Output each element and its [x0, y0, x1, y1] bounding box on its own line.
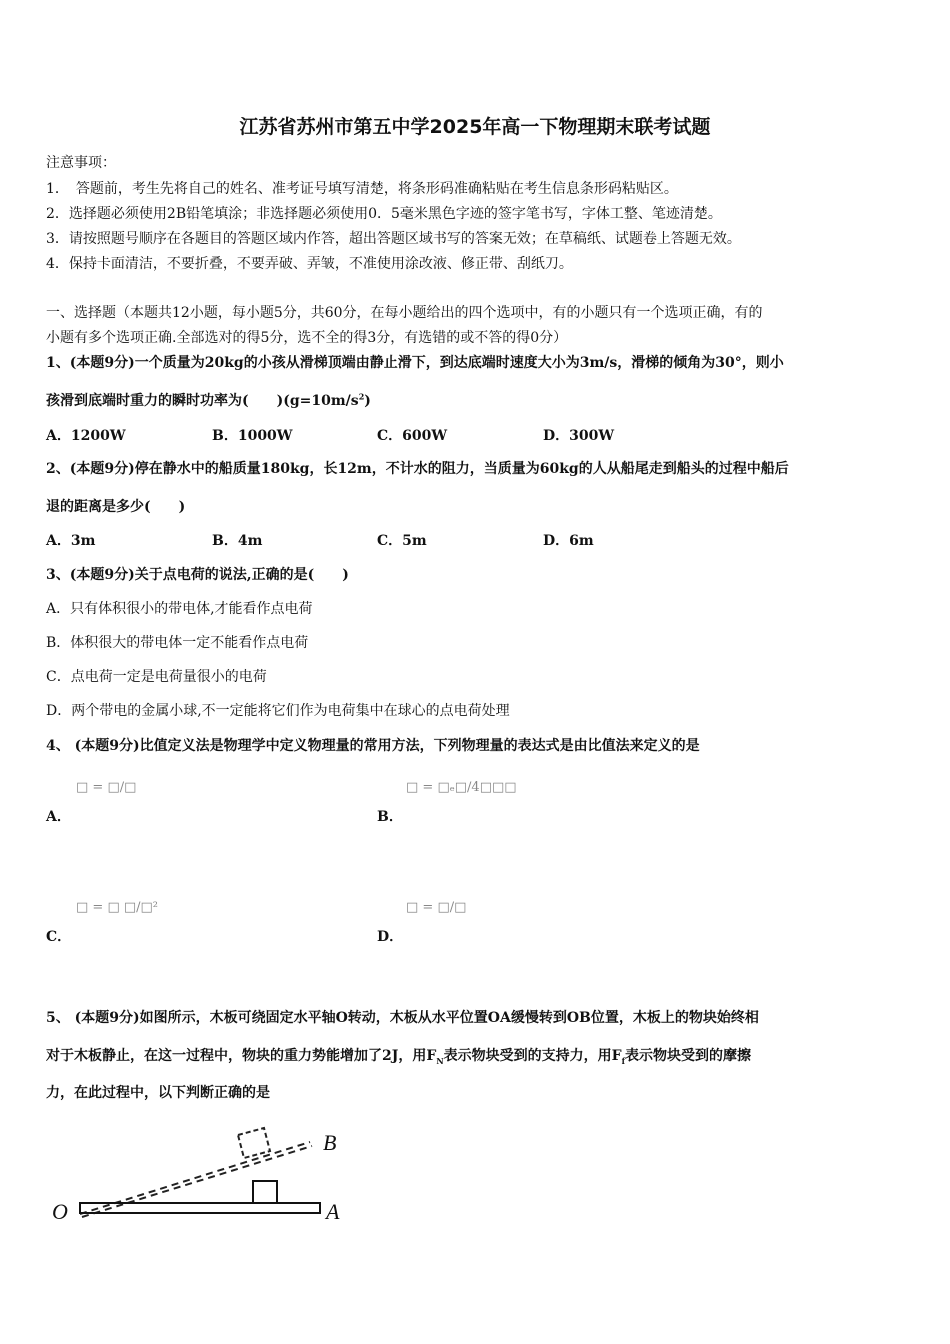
question-4-option-b: B． [377, 809, 403, 825]
question-2-option-d: D．6m [543, 533, 594, 549]
question-1-stem-cont: 孩滑到底端时重力的瞬时功率为( )$(g=10m/s^2)$ [46, 391, 371, 409]
notice-item: 4．保持卡面清洁，不要折叠，不要弄破、弄皱，不准使用涂改液、修正带、刮纸刀。 [46, 256, 573, 272]
question-5-figure [48, 1120, 358, 1230]
question-2-stem: 2、(本题9分)停在静水中的船质量180kg，长12m，不计水的阻力，当质量为60kg的人从船尾走到船头的过程中船后 [46, 461, 789, 477]
question-2-option-a: A．3m [46, 533, 96, 549]
question-4-formula-a: □ = □/□ [76, 780, 137, 795]
question-2-stem-cont: 退的距离是多少( ) [46, 499, 186, 515]
question-5-stem-cont2: 力，在此过程中，以下判断正确的是 [46, 1085, 270, 1101]
block [253, 1181, 277, 1203]
question-3-stem: 3、(本题9分)关于点电荷的说法,正确的是( ) [46, 567, 349, 583]
label-o: O [52, 1199, 68, 1224]
block-dashed [238, 1128, 270, 1158]
question-4-option-c: C． [46, 929, 72, 945]
question-2-option-c: C．5m [377, 533, 427, 549]
question-3-option-c: C．点电荷一定是电荷量很小的电荷 [46, 669, 267, 685]
question-4-formula-d: □ = □/□ [406, 900, 467, 915]
question-1-option-c: C．600W [377, 428, 448, 444]
question-5-stem: 5、 (本题9分)如图所示，木板可绕固定水平轴O转动，木板从水平位置OA缓慢转到OB位置，木板上的物块始终相 [46, 1010, 759, 1026]
question-3-option-a: A．只有体积很小的带电体,才能看作点电荷 [46, 601, 313, 617]
question-1-option-a: A．1200W [46, 428, 126, 444]
notice-item: 1． 答题前，考生先将自己的姓名、准考证号填写清楚，将条形码准确粘贴在考生信息条形码粘贴区。 [46, 181, 678, 197]
notice-item: 2．选择题必须使用2B铅笔填涂；非选择题必须使用0．5毫米黑色字迹的签字笔书写，字体工整、笔迹清楚。 [46, 206, 722, 222]
question-2-option-b: B．4m [212, 533, 263, 549]
notice-heading: 注意事项： [46, 155, 116, 171]
question-1-option-b: B．1000W [212, 428, 293, 444]
question-3-option-b: B．体积很大的带电体一定不能看作点电荷 [46, 635, 309, 651]
question-4-formula-c: □ = □ □/□² [76, 900, 159, 915]
section-heading: 一、选择题（本题共12小题，每小题5分，共60分，在每小题给出的四个选项中，有的小题只有一个选项正确，有的 [46, 305, 763, 321]
question-4-option-a: A． [46, 809, 71, 825]
question-5-stem-cont: 对于木板静止，在这一过程中，物块的重力势能增加了2J，用$F_N$表示物块受到的支持力，用$F_f$表示物块受到的摩擦 [46, 1048, 752, 1066]
label-a: A [326, 1199, 340, 1224]
page-title: 江苏省苏州市第五中学2025年高一下物理期末联考试题 [239, 116, 711, 138]
board-oa [80, 1203, 320, 1213]
label-b: B [323, 1130, 337, 1155]
question-1-stem: 1、(本题9分)一个质量为20kg的小孩从滑梯顶端由静止滑下，到达底端时速度大小为3m/s，滑梯的倾角为30°，则小 [46, 355, 784, 371]
question-4-stem: 4、 (本题9分)比值定义法是物理学中定义物理量的常用方法，下列物理量的表达式是由比值法来定义的是 [46, 738, 700, 754]
section-heading-cont: 小题有多个选项正确.全部选对的得5分，选不全的得3分，有选错的或不答的得0分） [46, 330, 568, 346]
question-4-option-d: D． [377, 929, 404, 945]
notice-item: 3．请按照题号顺序在各题目的答题区域内作答，超出答题区域书写的答案无效；在草稿纸、试题卷上答题无效。 [46, 231, 741, 247]
question-3-option-d: D．两个带电的金属小球,不一定能将它们作为电荷集中在球心的点电荷处理 [46, 703, 510, 719]
question-4-formula-b: □ = □ₑ□/4□□□ [406, 780, 517, 795]
question-1-option-d: D．300W [543, 428, 615, 444]
